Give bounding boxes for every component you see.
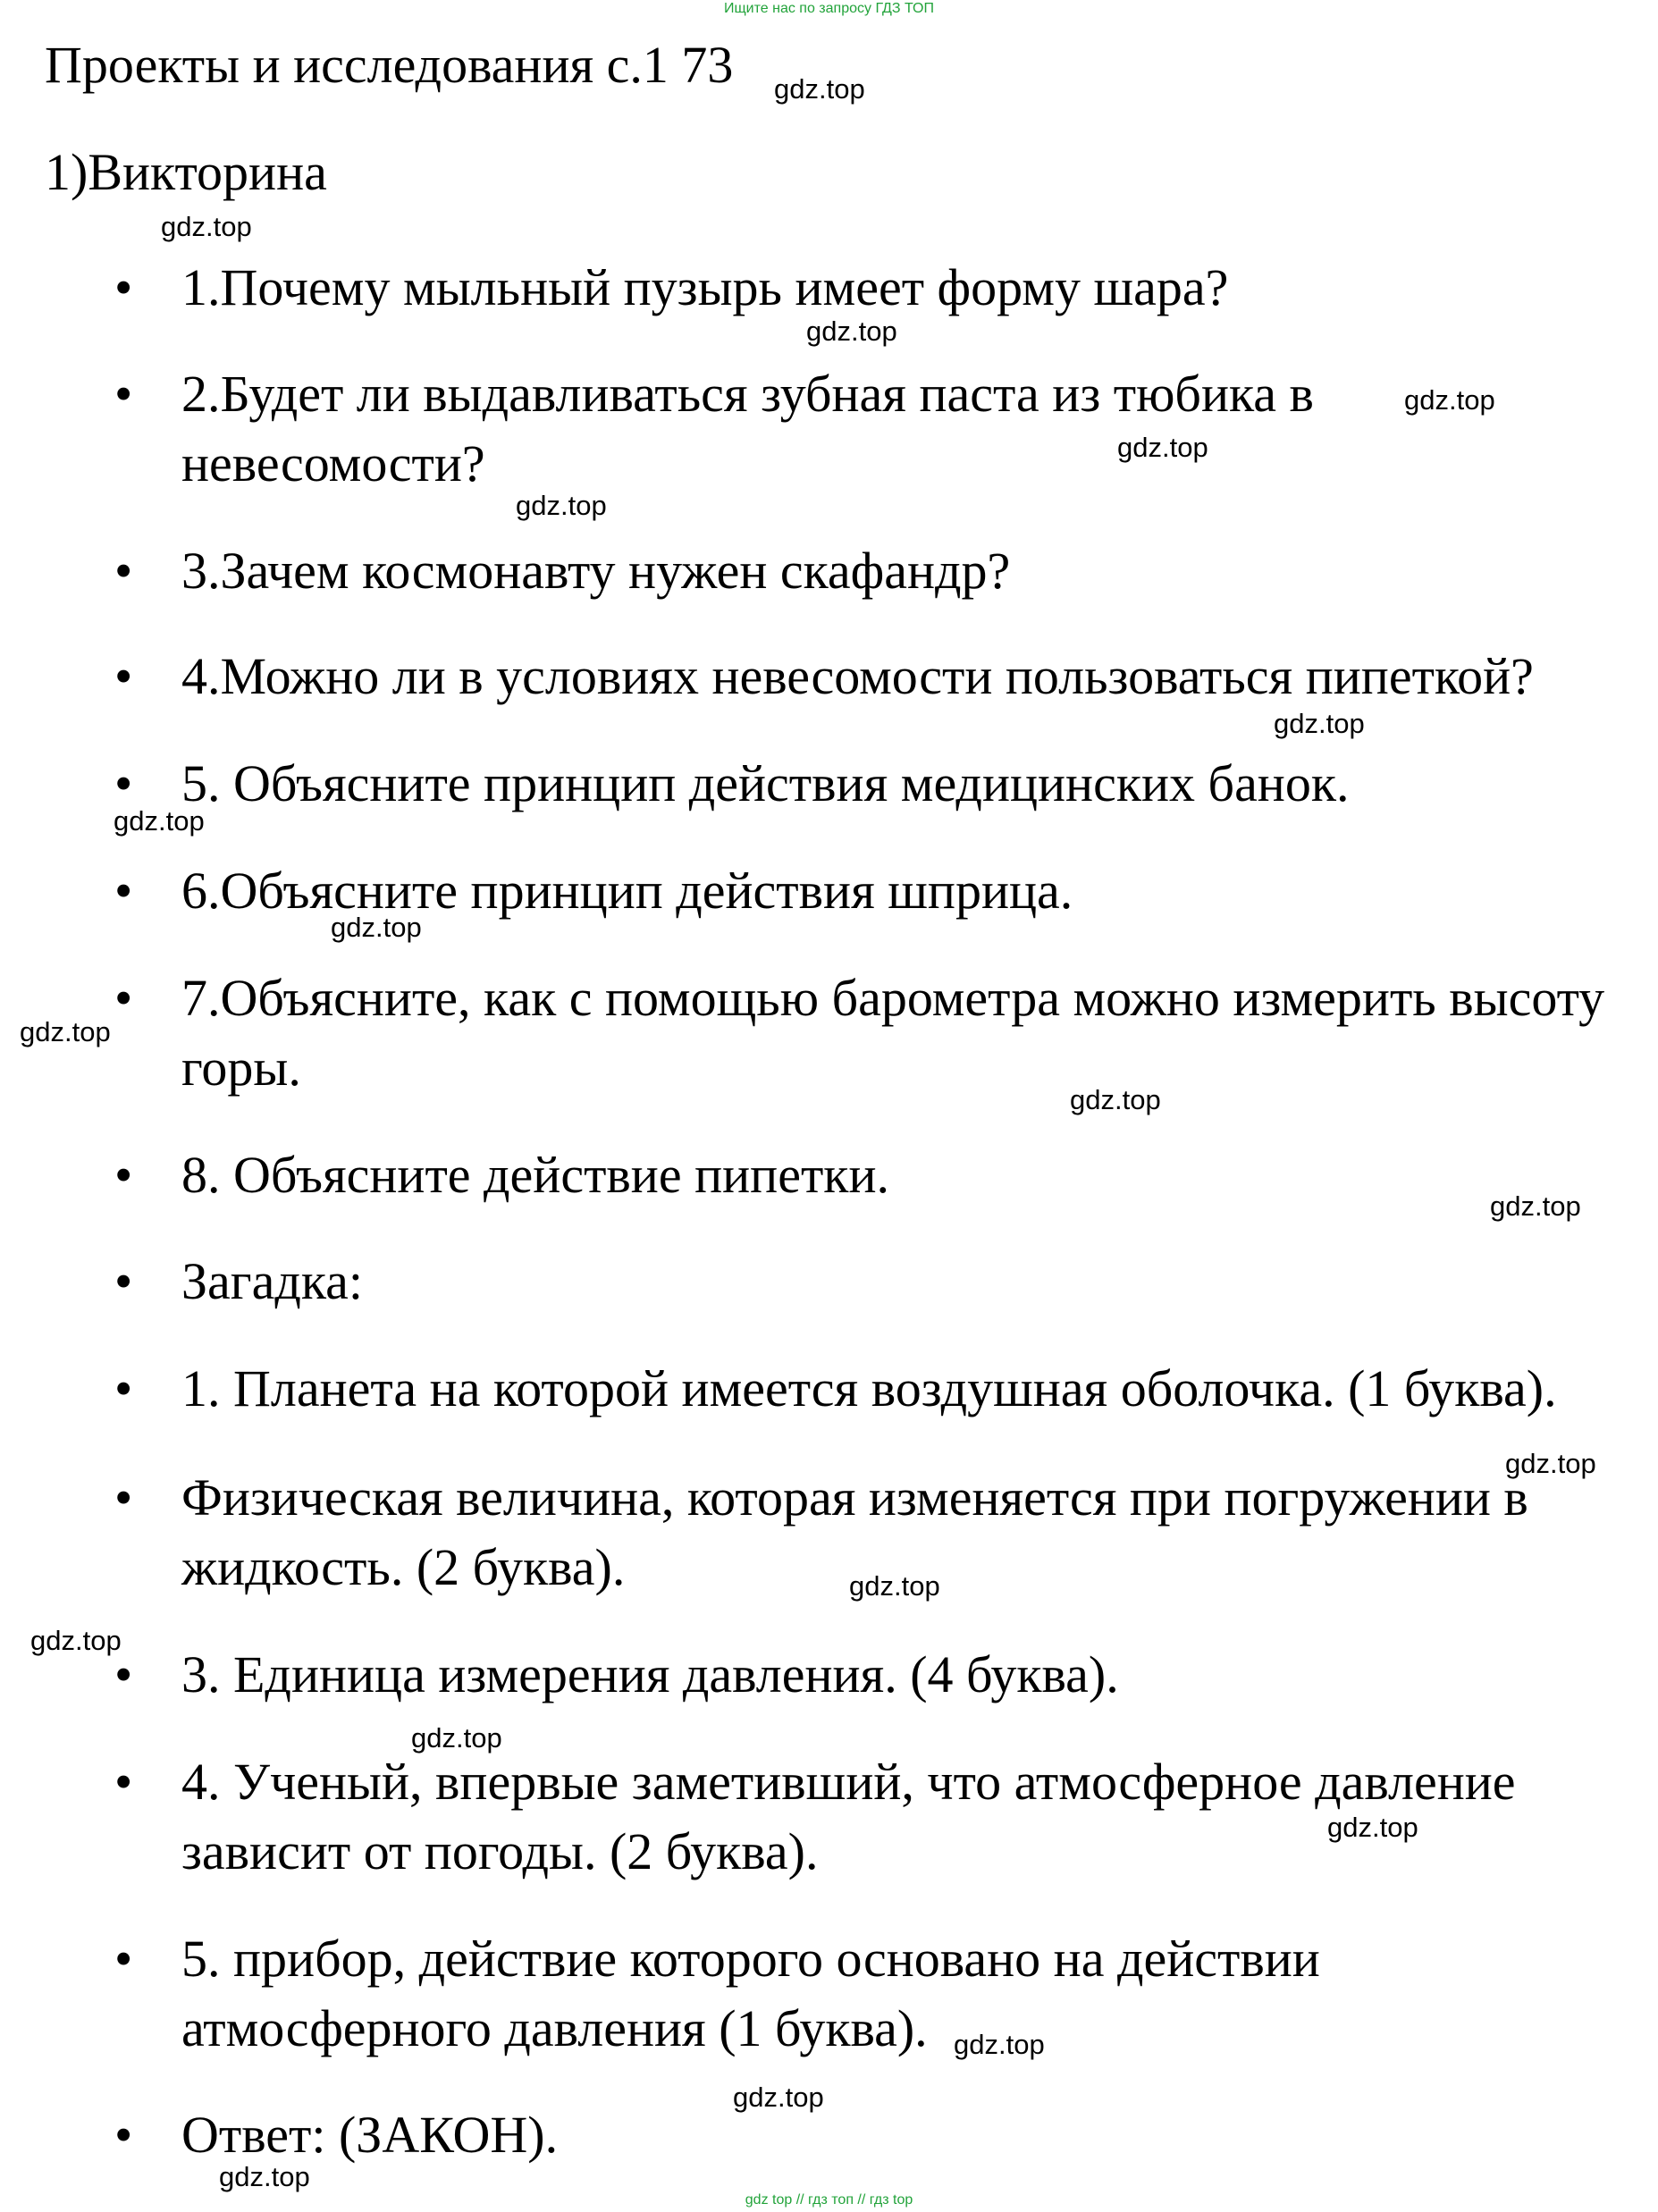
watermark: gdz.top <box>1327 1812 1418 1843</box>
bullet-icon: • <box>114 647 133 705</box>
bullet-icon: • <box>114 1359 133 1417</box>
watermark: gdz.top <box>1117 432 1208 463</box>
watermark: gdz.top <box>331 912 422 943</box>
bullet-icon: • <box>114 1252 133 1310</box>
list-item-text: 7.Объясните, как с помощью барометра можно измерить высоту горы. <box>181 969 1605 1097</box>
list-item-text: 3. Единица измерения давления. (4 буква). <box>181 1645 1119 1703</box>
list-item-text: Ответ: (ЗАКОН). <box>181 2106 559 2164</box>
list-item-q4 <box>114 642 1652 711</box>
bullet-icon: • <box>114 969 133 1027</box>
watermark: gdz.top <box>806 315 897 347</box>
watermark: gdz.top <box>1490 1190 1581 1222</box>
list-item-r5 <box>114 1924 1652 2064</box>
watermark: gdz.top <box>1505 1448 1596 1479</box>
watermark: gdz.top <box>219 2161 310 2192</box>
page-title: Проекты и исследования с.1 73 <box>45 36 734 94</box>
watermark: gdz.top <box>114 805 205 837</box>
bottom-banner: gdz top // гдз топ // гдз top <box>745 2192 913 2208</box>
list-item-text: 5. Объясните принцип действия медицинских банок. <box>181 754 1350 812</box>
list-item-r3 <box>114 1640 1652 1710</box>
watermark: gdz.top <box>30 1625 122 1656</box>
list-item-text: 5. прибор, действие которого основано на действии атмосферного давления (1 буква). <box>181 1930 1320 2057</box>
watermark: gdz.top <box>1274 708 1365 739</box>
bullet-icon: • <box>114 542 133 600</box>
watermark: gdz.top <box>849 1570 940 1602</box>
list-item-q1 <box>114 253 1652 323</box>
watermark: gdz.top <box>774 73 865 105</box>
list-item-q3 <box>114 536 1652 606</box>
bullet-icon: • <box>114 365 133 423</box>
bullet-icon: • <box>114 258 133 316</box>
list-item-riddle <box>114 1247 1652 1316</box>
bullet-icon: • <box>114 1753 133 1811</box>
list-item-text: 2.Будет ли выдавливаться зубная паста из тюбика в невесомости? <box>181 365 1314 492</box>
list-item-q7 <box>114 963 1652 1103</box>
list-item-r4 <box>114 1747 1652 1887</box>
watermark: gdz.top <box>1404 384 1495 416</box>
bullet-icon: • <box>114 1146 133 1204</box>
list-item-text: 1.Почему мыльный пузырь имеет форму шара? <box>181 258 1229 316</box>
list-item-text: 8. Объясните действие пипетки. <box>181 1146 890 1204</box>
top-banner: Ищите нас по запросу ГДЗ ТОП <box>724 1 934 16</box>
list-item-text: Физическая величина, которая изменяется при погружении в жидкость. (2 буква). <box>181 1468 1528 1596</box>
list-item-q5 <box>114 749 1652 819</box>
list-item-r1 <box>114 1354 1652 1424</box>
list-item-text: Загадка: <box>181 1252 363 1310</box>
list-item-text: 6.Объясните принцип действия шприца. <box>181 862 1073 920</box>
list-item-text: 4.Можно ли в условиях невесомости пользоваться пипеткой? <box>181 647 1534 705</box>
list-item-q8 <box>114 1140 1652 1210</box>
bullet-icon: • <box>114 1468 133 1527</box>
list-item-text: 4. Ученый, впервые заметивший, что атмосферное давление зависит от погоды. (2 буква). <box>181 1753 1516 1880</box>
watermark: gdz.top <box>20 1016 111 1047</box>
watermark: gdz.top <box>1070 1084 1161 1115</box>
watermark: gdz.top <box>161 211 252 242</box>
bullet-icon: • <box>114 754 133 812</box>
list-item-q2 <box>114 359 1652 499</box>
list-item-text: 1. Планета на которой имеется воздушная оболочка. (1 буква). <box>181 1359 1557 1417</box>
bullet-icon: • <box>114 862 133 920</box>
bullet-icon: • <box>114 2106 133 2164</box>
watermark: gdz.top <box>733 2082 824 2113</box>
watermark: gdz.top <box>516 490 607 521</box>
watermark: gdz.top <box>411 1722 502 1754</box>
watermark: gdz.top <box>954 2029 1045 2060</box>
bullet-icon: • <box>114 1930 133 1988</box>
list-item-text: 3.Зачем космонавту нужен скафандр? <box>181 542 1011 600</box>
bullet-icon: • <box>114 1645 133 1703</box>
section-heading: 1)Викторина <box>45 143 327 201</box>
list-item-answer <box>114 2100 1652 2170</box>
